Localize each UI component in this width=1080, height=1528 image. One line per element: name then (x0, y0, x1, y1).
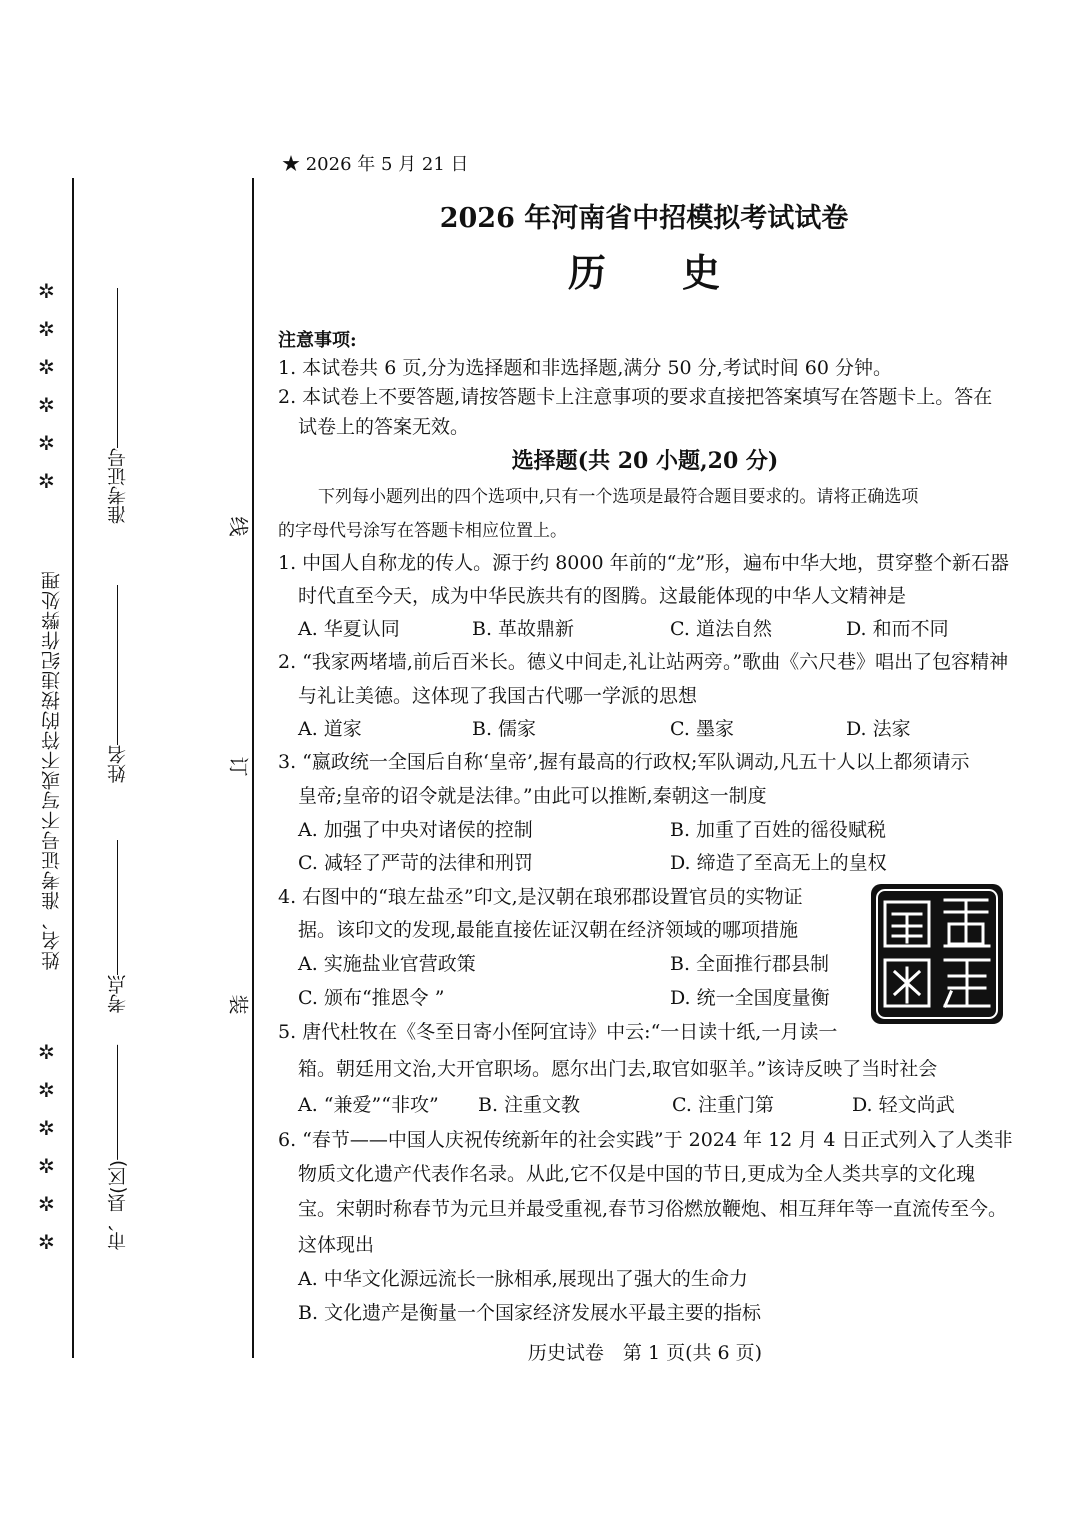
exam-site-field[interactable] (104, 840, 131, 1013)
notice-item-1: 1. 本试卷共 6 页,分为选择题和非选择题,满分 50 分,考试时间 60 分钟。 (278, 357, 892, 379)
star-icon: ✲ (38, 317, 55, 341)
q3-option-b: B. 加重了百姓的徭役赋税 (670, 819, 887, 841)
q3-option-c: C. 减轻了严苛的法律和刑罚 (298, 852, 533, 874)
margin-outer-line (72, 178, 74, 1358)
star-icon: ✲ (38, 1230, 55, 1254)
q6-stem-line-1: 6. “春节——中国人庆祝传统新年的社会实践”于 2024 年 12 月 4 日正式列入了人类非 (278, 1129, 1013, 1151)
q1-option-c: C. 道法自然 (670, 618, 772, 640)
star-icon: ✲ (38, 279, 55, 303)
name-label: 姓名 (107, 745, 129, 783)
section-title: 选择题(共 20 小题,20 分) (511, 448, 779, 474)
notice-item-2-line-2: 试卷上的答案无效。 (298, 416, 470, 438)
q3-option-d: D. 缔造了至高无上的皇权 (670, 852, 887, 874)
city-blank[interactable] (117, 1045, 118, 1160)
q2-option-a: A. 道家 (298, 718, 362, 740)
star-icon: ✲ (38, 1040, 55, 1064)
q4-option-d: D. 统一全国度量衡 (670, 987, 830, 1009)
star-icon: ✲ (38, 1078, 55, 1102)
q4-option-c: C. 颁布“推恩令 ” (298, 987, 445, 1009)
name-blank[interactable] (117, 585, 118, 745)
q6-stem-line-2: 物质文化遗产代表作名录。从此,它不仅是中国的节日,更成为全人类共享的文化瑰 (298, 1163, 976, 1185)
margin-vertical-notice: 姓名、准考证号不写或不符的按违纪作弊处理 (41, 570, 63, 970)
seal-art (871, 884, 1003, 1024)
q1-stem-line-1: 1. 中国人自称龙的传人。源于约 8000 年前的“龙”形，遍布中华大地，贯穿整个新石器 (278, 552, 1010, 574)
q1-stem-line-2: 时代直至今天，成为中华民族共有的图腾。这最能体现的中华人文精神是 (298, 585, 907, 607)
q6-option-a: A. 中华文化源远流长一脉相承,展现出了强大的生命力 (298, 1268, 748, 1290)
q6-stem-line-4: 这体现出 (298, 1234, 375, 1256)
q3-option-a: A. 加强了中央对诸侯的控制 (298, 819, 533, 841)
bind-mark-bind: 装 (226, 994, 251, 1015)
exam-site-label: 考点 (107, 975, 129, 1013)
q5-option-a: A. “兼爱”“非攻” (298, 1094, 439, 1116)
q4-stem-line-2: 据。该印文的发现,最能直接佐证汉朝在经济领域的哪项措施 (298, 919, 799, 941)
star-icon: ✲ (38, 431, 55, 455)
page-footer: 历史试卷 第 1 页(共 6 页) (527, 1342, 763, 1364)
q6-stem-line-3: 宝。宋朝时称春节为元旦并最受重视,春节习俗燃放鞭炮、相互拜年等一直流传至今。 (298, 1198, 1008, 1220)
q2-stem-line-2: 与礼让美德。这体现了我国古代哪一学派的思想 (298, 685, 698, 707)
q3-stem-line-2: 皇帝;皇帝的诏令就是法律。”由此可以推断,秦朝这一制度 (298, 785, 767, 807)
bind-mark-line: 线 (226, 516, 251, 537)
star-icon: ✲ (38, 1116, 55, 1140)
notice-item-2-line-1: 2. 本试卷上不要答题,请按答题卡上注意事项的要求直接把答案填写在答题卡上。答在 (278, 386, 993, 408)
q6-option-b: B. 文化遗产是衡量一个国家经济发展水平最主要的指标 (298, 1302, 762, 1324)
q5-option-c: C. 注重门第 (672, 1094, 774, 1116)
q4-option-a: A. 实施盐业官营政策 (298, 953, 476, 975)
exam-id-field[interactable] (104, 288, 131, 524)
star-icon: ✲ (38, 469, 55, 493)
section-intro-line-2: 的字母代号涂写在答题卡相应位置上。 (278, 521, 567, 541)
q2-option-c: C. 墨家 (670, 718, 734, 740)
q5-stem-line-1: 5. 唐代杜牧在《冬至日寄小侄阿宜诗》中云:“一日读十纸,一月读一 (278, 1021, 838, 1043)
exam-id-blank[interactable] (117, 288, 118, 448)
q5-option-b: B. 注重文教 (478, 1094, 581, 1116)
star-icon: ✲ (38, 1192, 55, 1216)
q1-option-d: D. 和而不同 (846, 618, 949, 640)
q5-stem-line-2: 箱。朝廷用文治,大开官职场。愿尔出门去,取官如驱羊。”该诗反映了当时社会 (298, 1058, 938, 1080)
notice-heading: 注意事项: (278, 330, 357, 351)
q2-option-d: D. 法家 (846, 718, 911, 740)
exam-date: ★ 2026 年 5 月 21 日 (282, 154, 469, 175)
exam-title: 2026 年河南省中招模拟考试试卷 (439, 203, 849, 234)
name-field[interactable] (104, 585, 131, 783)
exam-site-blank[interactable] (117, 840, 118, 975)
star-icon: ✲ (38, 355, 55, 379)
star-icon: ✲ (38, 1154, 55, 1178)
exam-id-label: 准考证号 (107, 448, 129, 524)
q5-option-d: D. 轻文尚武 (852, 1094, 955, 1116)
seal-image (871, 884, 1003, 1024)
bottom-star-column (38, 1033, 55, 1261)
bind-mark-staple: 订 (226, 756, 251, 777)
subject-title: 历 史 (567, 250, 720, 295)
q1-option-a: A. 华夏认同 (298, 618, 400, 640)
q1-option-b: B. 革故鼎新 (472, 618, 575, 640)
section-intro-line-1: 下列每小题列出的四个选项中,只有一个选项是最符合题目要求的。请将正确选项 (318, 487, 919, 507)
q2-stem-line-1: 2. “我家两堵墙,前后百米长。德义中间走,礼让站两旁。”歌曲《六尺巷》唱出了包容精神 (278, 651, 1009, 673)
city-field[interactable] (104, 1045, 131, 1251)
q2-option-b: B. 儒家 (472, 718, 537, 740)
star-icon: ✲ (38, 393, 55, 417)
q3-stem-line-1: 3. “嬴政统一全国后自称‘皇帝’,握有最高的行政权;军队调动,凡五十人以上都须请示 (278, 751, 970, 773)
q4-option-b: B. 全面推行郡县制 (670, 953, 830, 975)
q4-stem-line-1: 4. 右图中的“琅左盐丞”印文,是汉朝在琅邪郡设置官员的实物证 (278, 886, 803, 908)
city-label: 市、县(区) (107, 1160, 129, 1251)
